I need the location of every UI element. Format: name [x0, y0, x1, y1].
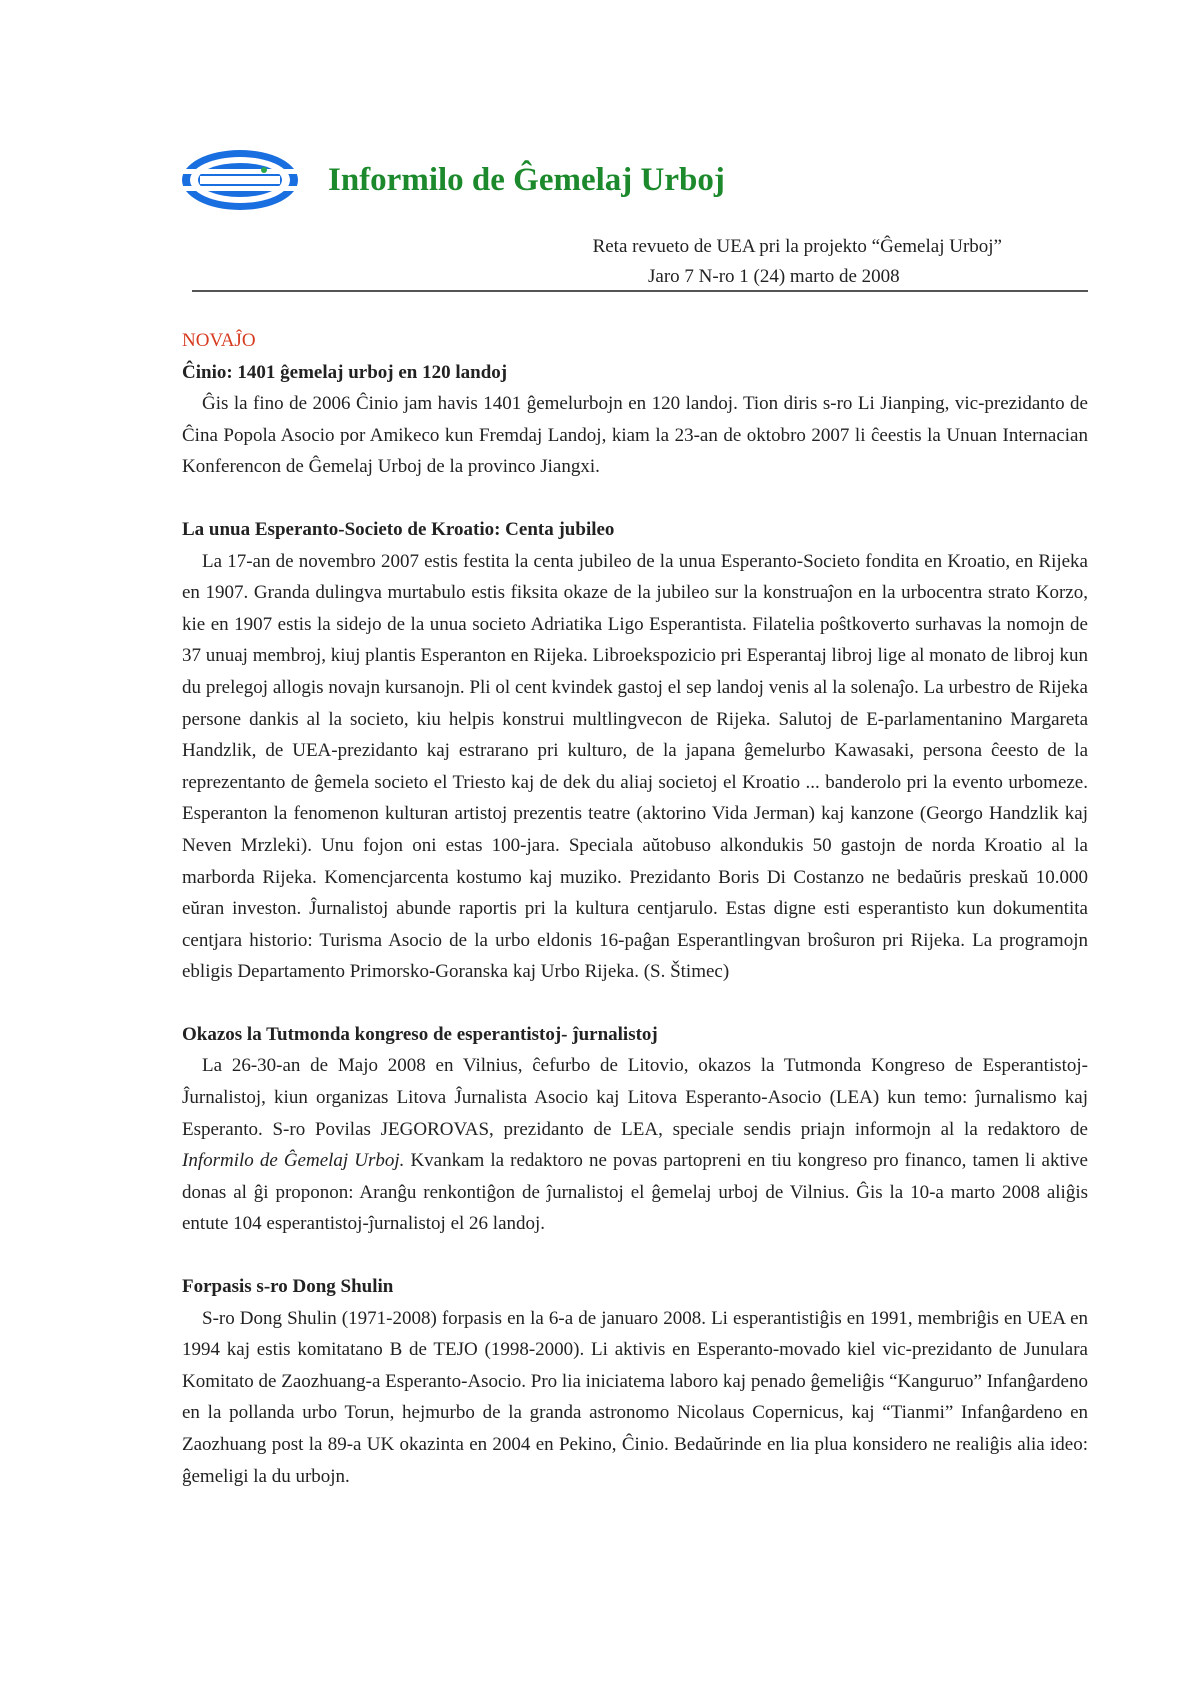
article-heading: Ĉinio: 1401 ĝemelaj urboj en 120 landoj: [182, 361, 508, 383]
article-journalists-congress: [182, 1019, 1088, 1240]
article-obituary-dong-shulin: [182, 1271, 1088, 1492]
article-body: [182, 1050, 1088, 1240]
article-body-part2: Kvankam la redaktoro ne povas partopreni en tiu kongreso pro financo, tamen li aktive donas al ĝi proponon: Aranĝu renkontiĝon de ĵurnalistoj el ĝemelaj urboj de Vilnius. Ĝis la 10-a marto 2008 aliĝis entute 104 esperantistoj-ĵurnalistoj el 26 landoj.: [182, 1150, 1088, 1235]
header-divider: [192, 290, 1088, 292]
globe-logo-icon: [180, 148, 300, 212]
main-content: [182, 325, 1088, 1523]
article-croatia-jubilee: [182, 514, 1088, 988]
article-body: S-ro Dong Shulin (1971-2008) forpasis en la 6-a de januaro 2008. Li esperantistiĝis en 1991, membriĝis en UEA en 1994 kaj estis komitatano B de TEJO (1998-2000). Li aktivis en Esperanto-movado kiel vic-prezidanto de Junulara Komitato de Zaozhuang-a Esperanto-Asocio. Pro lia iniciatema laboro kaj penado ĝemeliĝis “Kanguruo” Infanĝardeno en la pollanda urbo Torun, hejmurbo de la granda astronomo Nicolaus Copernicus, kaj “Tianmi” Infanĝardeno en Zaozhuang post la 89-a UK okazinta en 2004 en Pekino, Ĉinio. Bedaŭrinde en lia plua konsidero ne realiĝis alia ideo: ĝemeligi la du urbojn.: [182, 1307, 1088, 1487]
newsletter-subtitle: Reta revueto de UEA pri la projekto “Ĝemelaj Urboj”: [592, 236, 1002, 257]
article-china-twin-cities: [182, 357, 1088, 483]
article-heading: Okazos la Tutmonda kongreso de esperantistoj- ĵurnalistoj: [182, 1023, 658, 1045]
article-body-part1: La 26-30-an de Majo 2008 en Vilnius, ĉefurbo de Litovio, okazos la Tutmonda Kongreso de Esperantistoj-Ĵurnalistoj, kiun organizas Litova Ĵurnalista Asocio kaj Litova Esperanto-Asocio (LEA) kun temo: ĵurnalismo kaj Esperanto. S-ro Povilas JEGOROVAS, prezidanto de LEA, speciale sendis priajn informojn al la redaktoro de: [182, 1055, 1088, 1140]
article-body: La 17-an de novembro 2007 estis festita la centa jubileo de la unua Esperanto-Societo fondita en Kroatio, en Rijeka en 1907. Granda dulingva murtabulo estis fiksita okaze de la jubileo sur la konstruaĵon en la urbocentra strato Korzo, kie en 1907 estis la sidejo de la unua societo Adriatika Ligo Esperantista. Filatelia poŝtkoverto surhavas la nomojn de 37 unuaj membroj, kiuj plantis Esperanton en Rijeka. Libroekspozicio pri Esperantaj libroj lige al monato de libroj kun du prelegoj allogis novajn kursanojn. Pli ol cent kvindek gastoj el sep landoj venis al la solenaĵo. La urbestro de Rijeka persone dankis al la societo, kiu helpis konstrui multlingvecon de Rijeka. Salutoj de E-parlamentanino Margareta Handzlik, de UEA-prezidanto kaj estrarano pri kulturo, de la japana ĝemelurbo Kawasaki, persona ĉeesto de la reprezentanto de ĝemela societo el Triesto kaj de dek du aliaj societoj el Kroatio ... banderolo pri la evento urbomeze. Esperanton la fenomenon kulturan artistoj prezentis teatre (aktorino Vida Jerman) kaj kanzone (Georgo Handzlik kaj Neven Mrzleki). Unu fojon oni estas 100-jara. Speciala aŭtobuso alkondukis 50 gastojn de norda Kroatio al la marborda Rijeka. Komencjarcenta kostumo kaj muziko. Prezidanto Boris Di Costanzo ne bedaŭris preskaŭ 10.000 eŭran investon. Ĵurnalistoj abunde raportis pri la kultura centjarulo. Estas digne esti esperantisto kun dokumentita centjara historio: Turisma Asocio de la urbo eldonis 16-paĝan Esperantlingvan broŝuron pri Rijeka. La programojn ebligis Departamento Primorsko-Goranska kaj Urbo Rijeka. (S. Štimec): [182, 550, 1088, 983]
newsletter-title: Informilo de Ĝemelaj Urboj: [328, 162, 725, 198]
newsletter-title-reference: Informilo de Ĝemelaj Urboj.: [182, 1150, 405, 1172]
section-label: NOVAĴO: [182, 330, 256, 351]
article-heading: La unua Esperanto-Societo de Kroatio: Centa jubileo: [182, 518, 615, 540]
article-body: Ĝis la fino de 2006 Ĉinio jam havis 1401 ĝemelurbojn en 120 landoj. Tion diris s-ro Li Jianping, vic-prezidanto de Ĉina Popola Asocio por Amikeco kun Fremdaj Landoj, kiam la 23-an de oktobro 2007 li ĉeestis la Unuan Internacian Konferencon de Ĝemelaj Urboj de la provinco Jiangxi.: [182, 393, 1088, 478]
issue-info: Jaro 7 N-ro 1 (24) marto de 2008: [648, 266, 900, 287]
article-heading: Forpasis s-ro Dong Shulin: [182, 1276, 394, 1298]
